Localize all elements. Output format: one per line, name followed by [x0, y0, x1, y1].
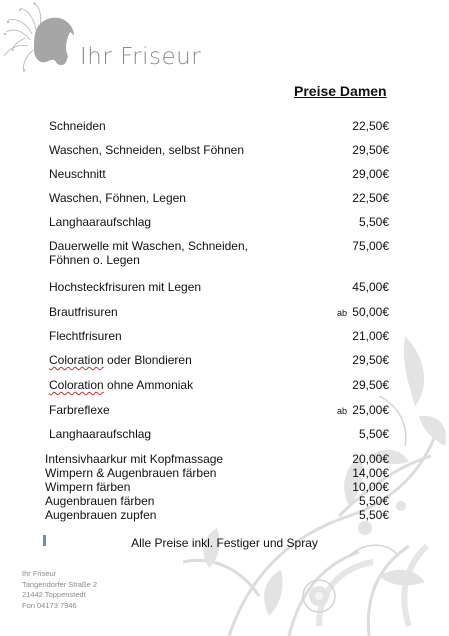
service-label	[49, 378, 299, 392]
service-label: Hochsteckfrisuren mit Legen	[49, 280, 202, 294]
service-label: Augenbrauen zupfen	[45, 508, 157, 522]
service-price: 75,00€	[352, 239, 389, 253]
logo	[0, 0, 230, 80]
service-label-line: Föhnen o. Legen	[49, 253, 140, 267]
price-value: 50,00€	[352, 305, 389, 319]
price-prefix: ab	[336, 308, 347, 318]
service-price: 45,00€	[352, 280, 389, 294]
service-label: Wimpern & Augenbrauen färben	[45, 466, 217, 480]
footer-line: Ihr Friseur	[22, 569, 57, 578]
service-label: Farbreflexe	[49, 403, 110, 417]
service-label: Wimpern färben	[45, 480, 131, 494]
service-label: Flechtfrisuren	[49, 329, 122, 343]
footer-line: Fon 04173 7946	[22, 600, 77, 610]
price-row	[49, 239, 389, 267]
service-price: 29,50€	[352, 378, 389, 392]
footer-line: Tangendorfer Straße 2	[22, 579, 98, 589]
service-label	[49, 353, 299, 367]
service-price: 21,00€	[352, 329, 389, 343]
price-note: Alle Preise inkl. Festiger und Spray	[131, 536, 318, 550]
spellcheck-word: Coloration	[49, 378, 104, 392]
service-price: 29,50€	[352, 143, 389, 157]
footer-address	[22, 569, 97, 611]
logo-text: Ihr Friseur	[80, 44, 202, 70]
service-price	[337, 403, 389, 418]
service-price: 29,50€	[352, 353, 389, 367]
service-label-line: Dauerwelle mit Waschen, Schneiden,	[49, 239, 248, 253]
service-price: 5,50€	[358, 427, 389, 441]
service-label: Neuschnitt	[49, 167, 106, 181]
service-price: 22,50€	[352, 191, 389, 205]
service-price: 10,00€	[352, 480, 389, 494]
service-label-rest: oder Blondieren	[103, 353, 192, 367]
service-label: Augenbrauen färben	[45, 494, 155, 508]
service-label-rest: ohne Ammoniak	[103, 378, 194, 392]
service-label: Brautfrisuren	[49, 305, 118, 319]
service-label: Schneiden	[49, 119, 106, 133]
service-price: 22,50€	[352, 119, 389, 133]
service-price: 14,00€	[352, 466, 389, 480]
service-price	[337, 305, 389, 320]
footer-line: 21442 Toppenstedt	[22, 590, 86, 599]
service-label: Langhaaraufschlag	[49, 427, 152, 441]
service-price: 5,50€	[358, 215, 389, 229]
price-value: 25,00€	[352, 403, 389, 417]
service-label: Waschen, Schneiden, selbst Föhnen	[49, 143, 245, 157]
service-label: Intensivhaarkur mit Kopfmassage	[45, 452, 224, 466]
service-label: Waschen, Föhnen, Legen	[49, 191, 186, 205]
page-title: Preise Damen	[294, 83, 387, 99]
service-price: 5,50€	[358, 508, 389, 522]
service-price: 5,50€	[358, 494, 389, 508]
service-label	[49, 239, 299, 267]
service-price: 29,00€	[352, 167, 389, 181]
spellcheck-word: Coloration	[49, 353, 104, 367]
service-price: 20,00€	[352, 452, 389, 466]
service-label: Langhaaraufschlag	[49, 215, 152, 229]
price-prefix: ab	[336, 406, 347, 416]
